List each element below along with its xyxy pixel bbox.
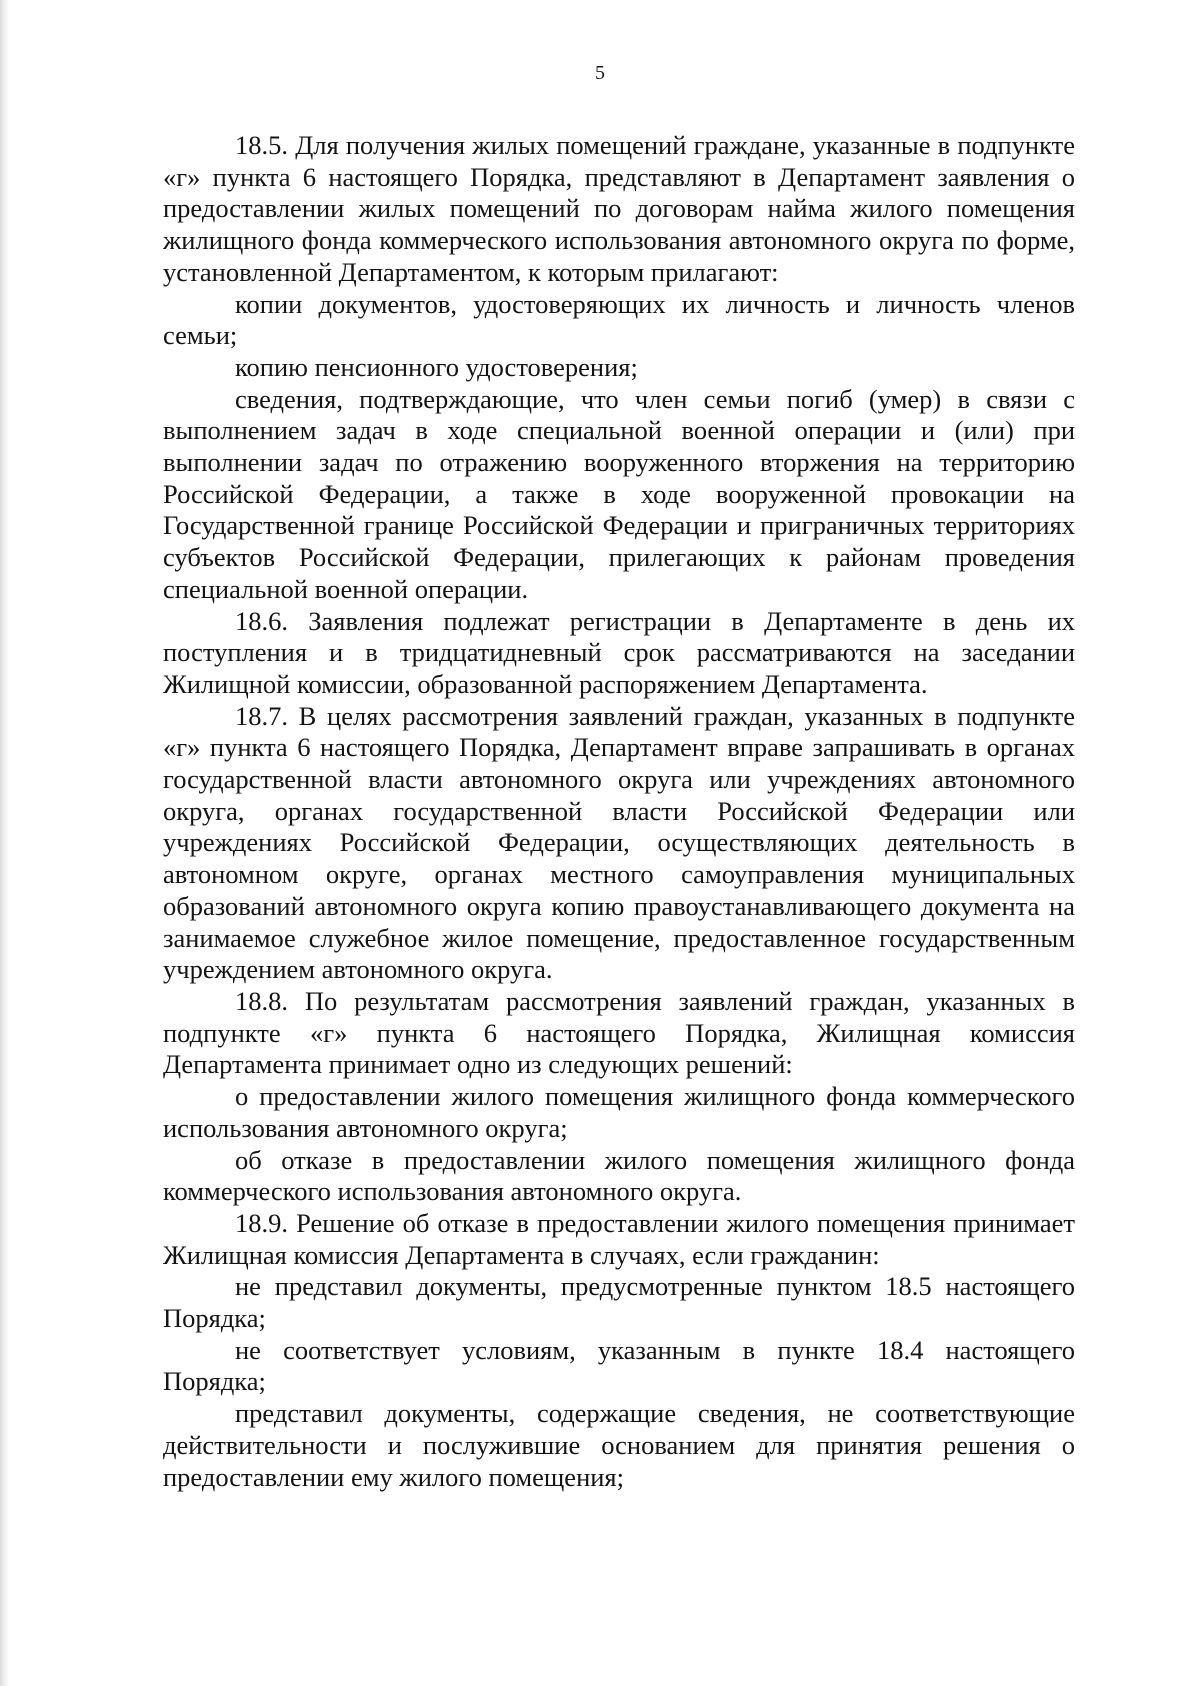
paragraph-18-5: 18.5. Для получения жилых помещений граждане, указанные в подпункте «г» пункта 6 настоящего Порядка, представляют в Департамент заявления о предоставлении жилых помещений по договорам найма жилого помещения жилищного фонда коммерческого использования автономного округа по форме, установленной Департаментом, к которым прилагают:	[163, 130, 1075, 287]
paragraph-pension-certificate: копию пенсионного удостоверения;	[235, 351, 638, 382]
paragraph-false-information: представил документы, содержащие сведения, не соответствующие действительности и послужившие основанием для принятия решения о предоставлении ему жилого помещения;	[163, 1398, 1075, 1492]
paragraph-18-8: 18.8. По результатам рассмотрения заявлений граждан, указанных в подпункте «г» пункта 6 настоящего Порядка, Жилищная комиссия Департамента принимает одно из следующих решений:	[163, 985, 1075, 1080]
page-number: 5	[595, 62, 605, 84]
paragraph-conditions-not-met: не соответствует условиям, указанным в пункте 18.4 настоящего Порядка;	[163, 1334, 1075, 1397]
scan-edge-shadow	[0, 0, 10, 1686]
paragraph-identity-documents: копии документов, удостоверяющих их личность и личность членов семьи;	[163, 288, 1075, 351]
paragraph-missing-documents: не представил документы, предусмотренные пунктом 18.5 настоящего Порядка;	[163, 1271, 1075, 1334]
paragraph-18-9: 18.9. Решение об отказе в предоставлении жилого помещения принимает Жилищная комиссия Департамента в случаях, если гражданин:	[163, 1207, 1075, 1270]
paragraph-18-7: 18.7. В целях рассмотрения заявлений граждан, указанных в подпункте «г» пункта 6 настоящего Порядка, Департамент вправе запрашивать в органах государственной власти автономного округа или учреждениях автономного округа, органах государственной власти Российской Федерации или учреждениях Российской Федерации, осуществляющих деятельность в автономном округе, органах местного самоуправления муниципальных образований автономного округа копию правоустанавливающего документа на занимаемое служебное жилое помещение, предоставленное государственным учреждением автономного округа.	[163, 700, 1075, 985]
document-body	[163, 130, 1075, 1493]
paragraph-decision-grant: о предоставлении жилого помещения жилищного фонда коммерческого использования автономного округа;	[163, 1081, 1075, 1143]
paragraph-decision-refuse: об отказе в предоставлении жилого помещения жилищного фонда коммерческого использования автономного округа.	[163, 1144, 1075, 1207]
paragraph-death-confirmation: сведения, подтверждающие, что член семьи погиб (умер) в связи с выполнением задач в ходе специальной военной операции и (или) при выполнении задач по отражению вооруженного вторжения на территорию Российской Федерации, а также в ходе вооруженной провокации на Государственной границе Российской Федерации и приграничных территориях субъектов Российской Федерации, прилегающих к районам проведения специальной военной операции.	[163, 383, 1075, 604]
paragraph-18-6: 18.6. Заявления подлежат регистрации в Департаменте в день их поступления и в тридцатидневный срок рассматриваются на заседании Жилищной комиссии, образованной распоряжением Департамента.	[163, 605, 1075, 699]
